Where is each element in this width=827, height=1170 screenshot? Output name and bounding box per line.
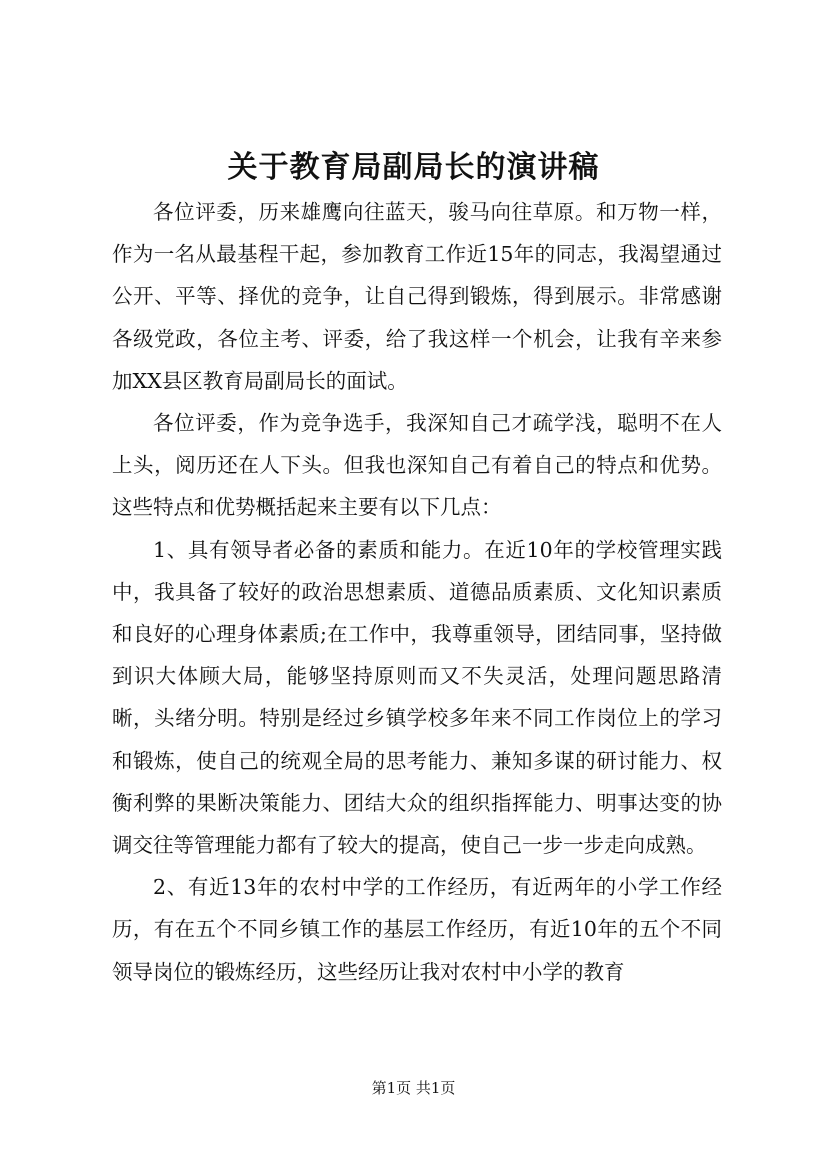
paragraph: 各位评委，历来雄鹰向往蓝天，骏马向往草原。和万物一样，作为一名从最基程干起，参加教育工作近15年的同志，我渴望通过公开、平等、择优的竞争，让自己得到锻炼，得到展示。非常感谢各级党政，各位主考、评委，给了我这样一个机会，让我有辛来参加XX县区教育局副局长的面试。 xyxy=(112,200,722,393)
paragraph: 2、有近13年的农村中学的工作经历，有近两年的小学工作经历，有在五个不同乡镇工作的基层工作经历，有近10年的五个不同领导岗位的锻炼经历，这些经历让我对农村中小学的教育 xyxy=(112,875,722,984)
paragraph: 各位评委，作为竞争选手，我深知自己才疏学浅，聪明不在人上头，阅历还在人下头。但我也深知自己有着自己的特点和优势。这些特点和优势概括起来主要有以下几点： xyxy=(112,411,722,520)
paragraph: 1、具有领导者必备的素质和能力。在近10年的学校管理实践中，我具备了较好的政治思想素质、道德品质素质、文化知识素质和良好的心理身体素质;在工作中，我尊重领导，团结同事，坚持做到识大体顾大局，能够坚持原则而又不失灵活，处理问题思路清晰，头绪分明。特别是经过乡镇学校多年来不同工作岗位上的学习和锻炼，使自己的统观全局的思考能力、兼知多谋的研讨能力、权衡利弊的果断决策能力、团结大众的组织指挥能力、明事达变的协调交往等管理能力都有了较大的提高，使自己一步一步走向成熟。 xyxy=(112,537,722,858)
document-title: 关于教育局副局长的演讲稿 xyxy=(227,150,600,185)
page-footer xyxy=(0,1077,827,1099)
page-number: 第1页 共1页 xyxy=(371,1079,456,1097)
document-body xyxy=(112,191,722,993)
